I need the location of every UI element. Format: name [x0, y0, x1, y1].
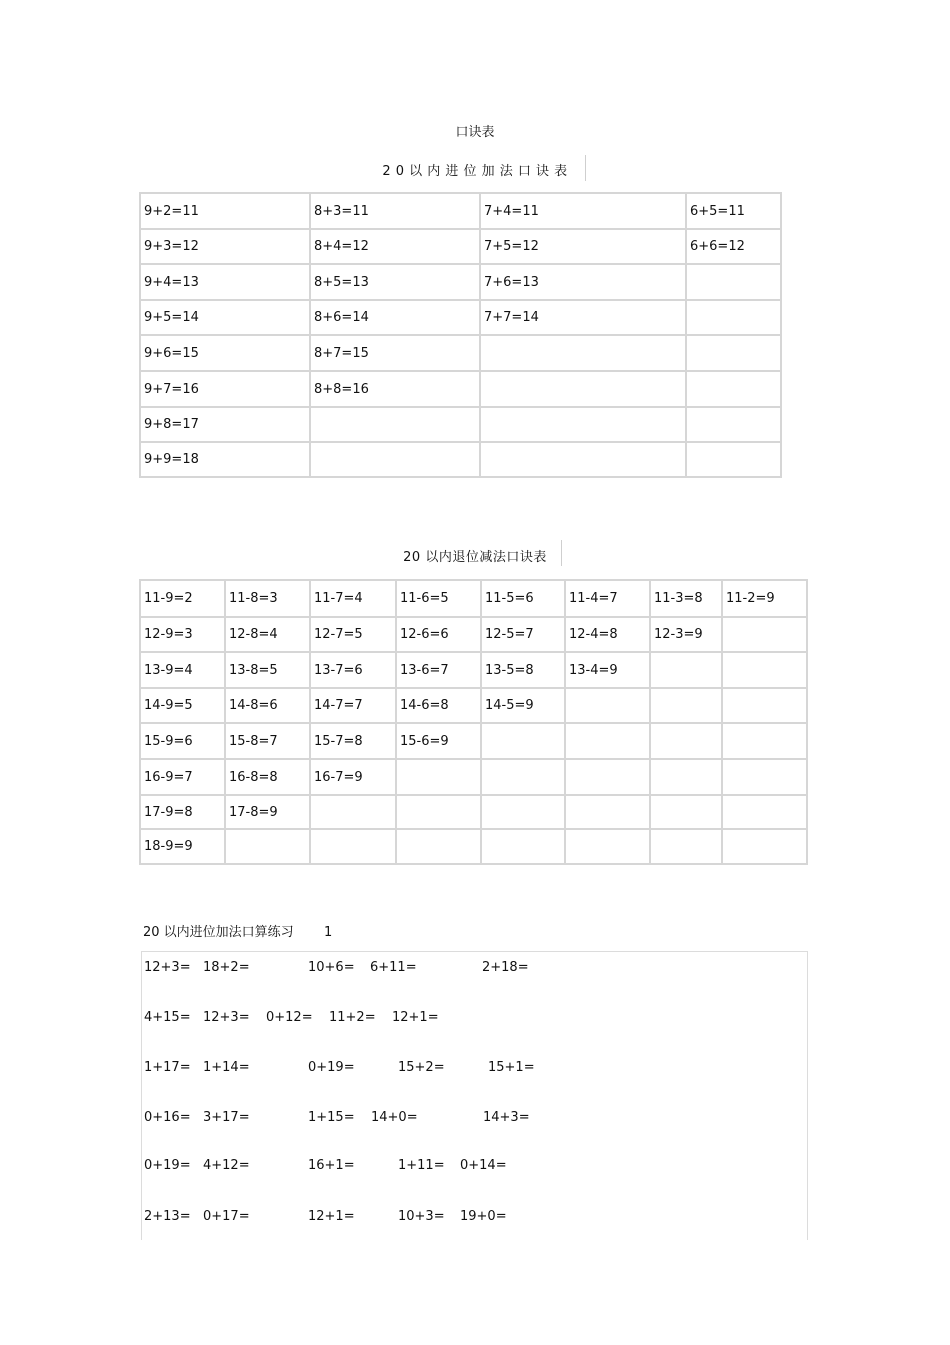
table-cell	[481, 795, 565, 829]
practice-question: 14+0=	[371, 1110, 418, 1125]
table-cell	[686, 264, 781, 300]
table-cell	[565, 759, 650, 795]
table-row	[140, 617, 807, 652]
table-cell: 8+3=11	[310, 193, 480, 229]
practice-box	[141, 951, 808, 1240]
practice-question: 19+0=	[460, 1209, 507, 1224]
table-cell: 14-7=7	[310, 688, 396, 723]
subtraction-table-title: 20 以内退位减法口诀表	[403, 550, 547, 565]
table-cell: 7+4=11	[480, 193, 686, 229]
practice-question: 0+12=	[266, 1010, 313, 1025]
table-cell: 14-8=6	[225, 688, 310, 723]
practice-question: 0+19=	[144, 1158, 191, 1173]
table-cell	[722, 688, 807, 723]
table-cell: 12-3=9	[650, 617, 722, 652]
table-cell	[686, 335, 781, 371]
table-cell: 11-6=5	[396, 580, 481, 617]
table-cell	[686, 371, 781, 407]
table-cell: 9+9=18	[140, 442, 310, 477]
divider-mark	[585, 155, 586, 181]
addition-table-title: 2 0 以 内 进 位 加 法 口 诀 表	[382, 164, 568, 179]
table-cell	[722, 617, 807, 652]
table-cell: 13-7=6	[310, 652, 396, 688]
table-row	[140, 652, 807, 688]
practice-question: 10+6=	[308, 960, 355, 975]
table-cell: 12-8=4	[225, 617, 310, 652]
table-cell: 13-5=8	[481, 652, 565, 688]
practice-question: 12+1=	[308, 1209, 355, 1224]
practice-question: 2+13=	[144, 1209, 191, 1224]
table-row	[140, 264, 781, 300]
practice-question: 4+15=	[144, 1010, 191, 1025]
practice-question: 0+14=	[460, 1158, 507, 1173]
page-title: 口诀表	[455, 125, 495, 140]
table-cell	[565, 723, 650, 759]
table-cell	[565, 829, 650, 864]
table-cell	[310, 829, 396, 864]
table-cell: 11-8=3	[225, 580, 310, 617]
table-cell: 11-9=2	[140, 580, 225, 617]
practice-question: 10+3=	[398, 1209, 445, 1224]
table-cell: 9+5=14	[140, 300, 310, 335]
table-cell	[480, 442, 686, 477]
table-row	[140, 829, 807, 864]
table-cell	[480, 371, 686, 407]
table-cell: 15-8=7	[225, 723, 310, 759]
table-row	[140, 580, 807, 617]
table-cell: 9+6=15	[140, 335, 310, 371]
practice-number: 1	[323, 925, 333, 940]
table-cell	[310, 795, 396, 829]
table-cell: 13-9=4	[140, 652, 225, 688]
practice-question: 14+3=	[483, 1110, 530, 1125]
table-cell: 9+4=13	[140, 264, 310, 300]
table-cell	[480, 407, 686, 442]
practice-question: 2+18=	[482, 960, 529, 975]
table-cell: 13-8=5	[225, 652, 310, 688]
table-cell: 7+7=14	[480, 300, 686, 335]
table-cell: 11-4=7	[565, 580, 650, 617]
practice-question: 1+15=	[308, 1110, 355, 1125]
table-cell	[650, 723, 722, 759]
table-cell: 13-6=7	[396, 652, 481, 688]
table-cell	[650, 688, 722, 723]
table-cell	[722, 795, 807, 829]
practice-question: 15+2=	[398, 1060, 445, 1075]
practice-question: 12+3=	[203, 1010, 250, 1025]
practice-question: 12+3=	[144, 960, 191, 975]
table-cell: 16-9=7	[140, 759, 225, 795]
table-cell	[722, 829, 807, 864]
table-cell: 14-5=9	[481, 688, 565, 723]
table-cell	[310, 442, 480, 477]
practice-question: 15+1=	[488, 1060, 535, 1075]
table-cell: 7+5=12	[480, 229, 686, 264]
table-cell: 9+3=12	[140, 229, 310, 264]
table-cell	[396, 759, 481, 795]
table-cell: 14-6=8	[396, 688, 481, 723]
table-cell	[650, 829, 722, 864]
table-cell: 12-5=7	[481, 617, 565, 652]
table-row	[140, 723, 807, 759]
table-cell: 11-3=8	[650, 580, 722, 617]
practice-question: 16+1=	[308, 1158, 355, 1173]
table-row	[140, 759, 807, 795]
table-cell: 11-7=4	[310, 580, 396, 617]
table-cell	[650, 795, 722, 829]
table-cell	[481, 759, 565, 795]
table-cell	[225, 829, 310, 864]
table-cell: 9+8=17	[140, 407, 310, 442]
table-cell: 14-9=5	[140, 688, 225, 723]
table-cell: 16-8=8	[225, 759, 310, 795]
table-cell	[722, 652, 807, 688]
table-cell	[396, 829, 481, 864]
table-cell	[565, 688, 650, 723]
table-cell	[310, 407, 480, 442]
table-cell: 9+2=11	[140, 193, 310, 229]
table-cell: 17-8=9	[225, 795, 310, 829]
practice-question: 1+11=	[398, 1158, 445, 1173]
table-cell: 9+7=16	[140, 371, 310, 407]
practice-question: 1+14=	[203, 1060, 250, 1075]
practice-question: 0+17=	[203, 1209, 250, 1224]
table-cell: 8+8=16	[310, 371, 480, 407]
table-cell	[686, 300, 781, 335]
table-cell: 18-9=9	[140, 829, 225, 864]
practice-question: 0+16=	[144, 1110, 191, 1125]
subtraction-table	[139, 579, 808, 865]
practice-question: 1+17=	[144, 1060, 191, 1075]
divider-mark	[561, 540, 562, 566]
table-cell: 16-7=9	[310, 759, 396, 795]
table-cell: 8+6=14	[310, 300, 480, 335]
table-row	[140, 371, 781, 407]
table-cell: 13-4=9	[565, 652, 650, 688]
practice-question: 12+1=	[392, 1010, 439, 1025]
practice-question: 0+19=	[308, 1060, 355, 1075]
table-cell: 11-5=6	[481, 580, 565, 617]
table-cell	[396, 795, 481, 829]
table-cell: 15-9=6	[140, 723, 225, 759]
table-row	[140, 229, 781, 264]
table-cell	[650, 759, 722, 795]
table-row	[140, 193, 781, 229]
practice-question: 11+2=	[329, 1010, 376, 1025]
table-cell	[481, 723, 565, 759]
addition-table	[139, 192, 782, 478]
table-cell	[722, 759, 807, 795]
table-cell	[565, 795, 650, 829]
table-cell: 17-9=8	[140, 795, 225, 829]
practice-question: 4+12=	[203, 1158, 250, 1173]
table-cell: 12-9=3	[140, 617, 225, 652]
table-cell: 15-6=9	[396, 723, 481, 759]
practice-question: 18+2=	[203, 960, 250, 975]
table-row	[140, 407, 781, 442]
table-row	[140, 442, 781, 477]
table-cell: 7+6=13	[480, 264, 686, 300]
practice-title	[143, 921, 332, 940]
table-cell	[686, 407, 781, 442]
table-cell	[650, 652, 722, 688]
table-cell	[481, 829, 565, 864]
table-cell: 6+6=12	[686, 229, 781, 264]
table-cell	[686, 442, 781, 477]
practice-question: 3+17=	[203, 1110, 250, 1125]
table-cell: 12-7=5	[310, 617, 396, 652]
table-cell: 8+4=12	[310, 229, 480, 264]
table-cell: 15-7=8	[310, 723, 396, 759]
table-row	[140, 688, 807, 723]
table-cell	[480, 335, 686, 371]
table-cell: 11-2=9	[722, 580, 807, 617]
table-cell	[722, 723, 807, 759]
table-row	[140, 335, 781, 371]
table-cell: 8+7=15	[310, 335, 480, 371]
table-cell: 8+5=13	[310, 264, 480, 300]
table-cell: 6+5=11	[686, 193, 781, 229]
practice-title-text: 20 以内进位加法口算练习	[143, 925, 294, 940]
table-cell: 12-4=8	[565, 617, 650, 652]
practice-question: 6+11=	[370, 960, 417, 975]
table-row	[140, 795, 807, 829]
table-cell: 12-6=6	[396, 617, 481, 652]
table-row	[140, 300, 781, 335]
